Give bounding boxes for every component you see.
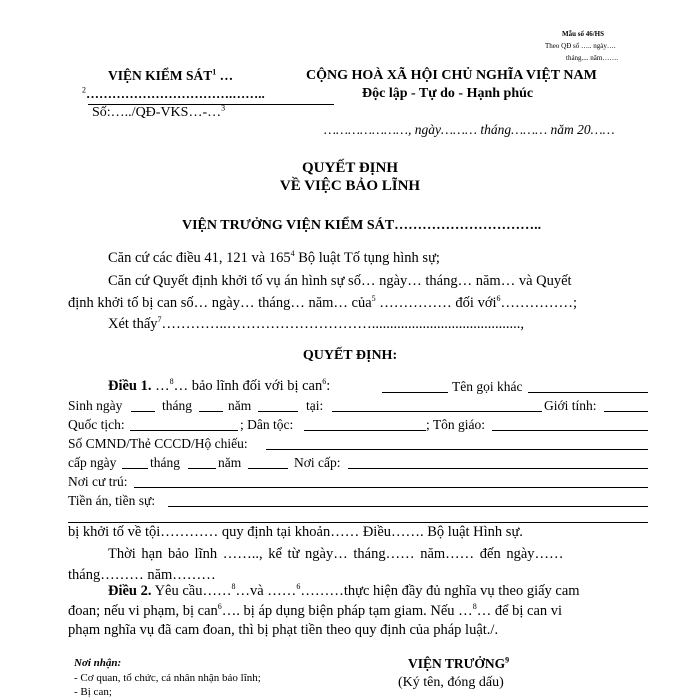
footnote-marker: 4 bbox=[290, 249, 295, 259]
nation-title: CỘNG HOÀ XÃ HỘI CHỦ NGHĨA VIỆT NAM bbox=[306, 68, 597, 83]
title-line1: QUYẾT ĐỊNH bbox=[302, 160, 398, 176]
fill-line-birthplace bbox=[332, 411, 542, 412]
date-line: …………………, ngày……… tháng……… năm 20…… bbox=[324, 122, 615, 137]
motto: Độc lập - Tự do - Hạnh phúc bbox=[362, 86, 534, 101]
fill-line-issued-place bbox=[348, 468, 648, 469]
dob-label: Sinh ngày bbox=[68, 398, 123, 413]
fill-line-dob-year bbox=[258, 411, 298, 412]
form-code-line1: Mẫu số 46/HS bbox=[562, 30, 605, 38]
residence-label: Nơi cư trú: bbox=[68, 474, 128, 489]
issuer: VIỆN TRƯỞNG VIỆN KIỂM SÁT………………………….. bbox=[182, 218, 542, 233]
form-code-line3: tháng.... năm……. bbox=[566, 54, 619, 62]
signature-note: (Ký tên, đóng dấu) bbox=[398, 675, 504, 690]
duration-line1: Thời hạn bảo lĩnh …….., kể từ ngày… tháng…… năm…… đến ngày…… bbox=[108, 546, 564, 562]
alias-label: Tên gọi khác bbox=[452, 379, 523, 394]
basis-2-line2-c: ……………; bbox=[500, 295, 578, 311]
agency-suffix: … bbox=[216, 68, 234, 83]
basis-2-line2 bbox=[68, 295, 577, 312]
fill-line-issued-day bbox=[122, 468, 148, 469]
fill-line-religion bbox=[492, 430, 648, 431]
article-2-line1-c: ………thực hiện đầy đủ nghĩa vụ theo giấy cam bbox=[300, 583, 580, 599]
number-text: Số:…../QĐ-VKS…-… bbox=[92, 105, 222, 120]
recipient-item: - Cơ quan, tổ chức, cá nhân nhận bảo lĩnh; bbox=[74, 672, 261, 684]
dob-month-label: tháng bbox=[162, 398, 192, 413]
basis-1-rest: Bộ luật Tố tụng hình sự; bbox=[294, 250, 440, 266]
article-1-label: Điều 1. bbox=[108, 378, 152, 394]
religion-label: ; Tôn giáo: bbox=[426, 417, 485, 432]
footnote-marker: 1 bbox=[212, 67, 217, 77]
decision-heading: QUYẾT ĐỊNH: bbox=[302, 348, 398, 363]
id-card-label: Số CMND/Thẻ CCCD/Hộ chiếu: bbox=[68, 436, 248, 451]
fill-line-residence bbox=[134, 487, 648, 488]
article-2-line2-b: …. bị áp dụng biện pháp tạm giam. Nếu … bbox=[221, 603, 473, 619]
footnote-marker: 6 bbox=[322, 377, 327, 387]
basis-3-rest: …………..…………………………........................................., bbox=[161, 316, 525, 332]
issued-month-label: tháng bbox=[150, 455, 180, 470]
agency-name bbox=[108, 68, 233, 84]
document-number bbox=[92, 105, 225, 121]
article-2-line2-a: đoan; nếu vi phạm, bị can bbox=[68, 603, 218, 619]
fill-line-dob-day bbox=[131, 411, 155, 412]
footnote-marker: 8 bbox=[231, 582, 236, 592]
footnote-marker: 2 bbox=[82, 85, 86, 95]
ethnicity-label: ; Dân tộc: bbox=[240, 417, 294, 432]
article-2-line2-c: … để bị can vi bbox=[476, 603, 563, 619]
footnote-marker: 8 bbox=[472, 602, 477, 612]
article-1-intro-b: … bảo lĩnh đối với bị can bbox=[173, 378, 323, 394]
article-1-intro bbox=[108, 378, 330, 395]
agency-label: VIỆN KIỂM SÁT bbox=[108, 68, 213, 83]
fill-line-alias bbox=[528, 392, 648, 393]
basis-1 bbox=[108, 250, 440, 267]
issued-year-label: năm bbox=[218, 455, 242, 470]
footnote-marker: 6 bbox=[496, 294, 501, 304]
issued-day-label: cấp ngày bbox=[68, 455, 117, 470]
gender-label: Giới tính: bbox=[544, 398, 597, 413]
article-1-intro-a: … bbox=[151, 378, 170, 394]
fill-line-record-2 bbox=[68, 522, 648, 523]
article-2-line1-a: Yêu cầu…… bbox=[151, 583, 232, 599]
article-2-line1 bbox=[108, 583, 580, 600]
footnote-marker: 9 bbox=[505, 655, 510, 665]
recipient-item: - Bị can; bbox=[74, 686, 112, 698]
charged-line: bị khởi tố về tội………… quy định tại khoản…… Điều……. Bộ luật Hình sự. bbox=[68, 524, 523, 540]
fill-line-nationality bbox=[130, 430, 238, 431]
fill-line-record bbox=[168, 506, 648, 507]
article-2-label: Điều 2. bbox=[108, 583, 152, 599]
article-2-line2 bbox=[68, 603, 562, 620]
fill-line-issued-year bbox=[248, 468, 288, 469]
form-code-line2: Theo QĐ số ….. ngày…. bbox=[545, 42, 616, 50]
fill-line-ethnicity bbox=[304, 430, 426, 431]
article-2-line1-b: …và …… bbox=[235, 583, 297, 599]
basis-2-line2-b: …………… đối với bbox=[375, 295, 497, 311]
basis-1-text: Căn cứ các điều 41, 121 và 165 bbox=[108, 250, 291, 266]
footnote-marker: 5 bbox=[371, 294, 376, 304]
record-label: Tiền án, tiền sự: bbox=[68, 493, 156, 508]
footnote-marker: 3 bbox=[221, 103, 226, 113]
footnote-marker: 8 bbox=[169, 377, 174, 387]
nationality-label: Quốc tịch: bbox=[68, 417, 125, 432]
article-2-line3: phạm nghĩa vụ đã cam đoan, thì bị phạt tiền theo quy định của pháp luật./. bbox=[68, 622, 499, 638]
recipients-heading: Nơi nhận: bbox=[74, 657, 122, 669]
issued-place-label: Nơi cấp: bbox=[294, 455, 341, 470]
duration-line2: tháng……… năm……… bbox=[68, 567, 216, 583]
footnote-marker: 7 bbox=[157, 315, 162, 325]
dob-year-label: năm bbox=[228, 398, 252, 413]
fill-line-gender bbox=[604, 411, 648, 412]
footnote-marker: 6 bbox=[217, 602, 222, 612]
sub-agency-dots: …………………………….…….. bbox=[86, 86, 265, 101]
birthplace-label: tại: bbox=[306, 398, 324, 413]
basis-3 bbox=[108, 316, 524, 333]
signature-title bbox=[408, 656, 509, 672]
basis-2-line1: Căn cứ Quyết định khởi tố vụ án hình sự số… ngày… tháng… năm… và Quyết bbox=[108, 273, 572, 289]
sub-agency bbox=[82, 86, 265, 102]
title-line2: VỀ VIỆC BẢO LĨNH bbox=[279, 178, 421, 194]
fill-line-dob-month bbox=[199, 411, 223, 412]
footnote-marker: 6 bbox=[296, 582, 301, 592]
article-1-intro-c: : bbox=[326, 378, 331, 394]
signature-title-text: VIỆN TRƯỞNG bbox=[408, 656, 506, 671]
basis-2-line2-a: định khởi tố bị can số… ngày… tháng… năm… của bbox=[68, 295, 372, 311]
basis-3-text: Xét thấy bbox=[108, 316, 158, 332]
fill-line-id-card bbox=[266, 449, 648, 450]
fill-line-name bbox=[382, 392, 448, 393]
fill-line-issued-month bbox=[188, 468, 216, 469]
